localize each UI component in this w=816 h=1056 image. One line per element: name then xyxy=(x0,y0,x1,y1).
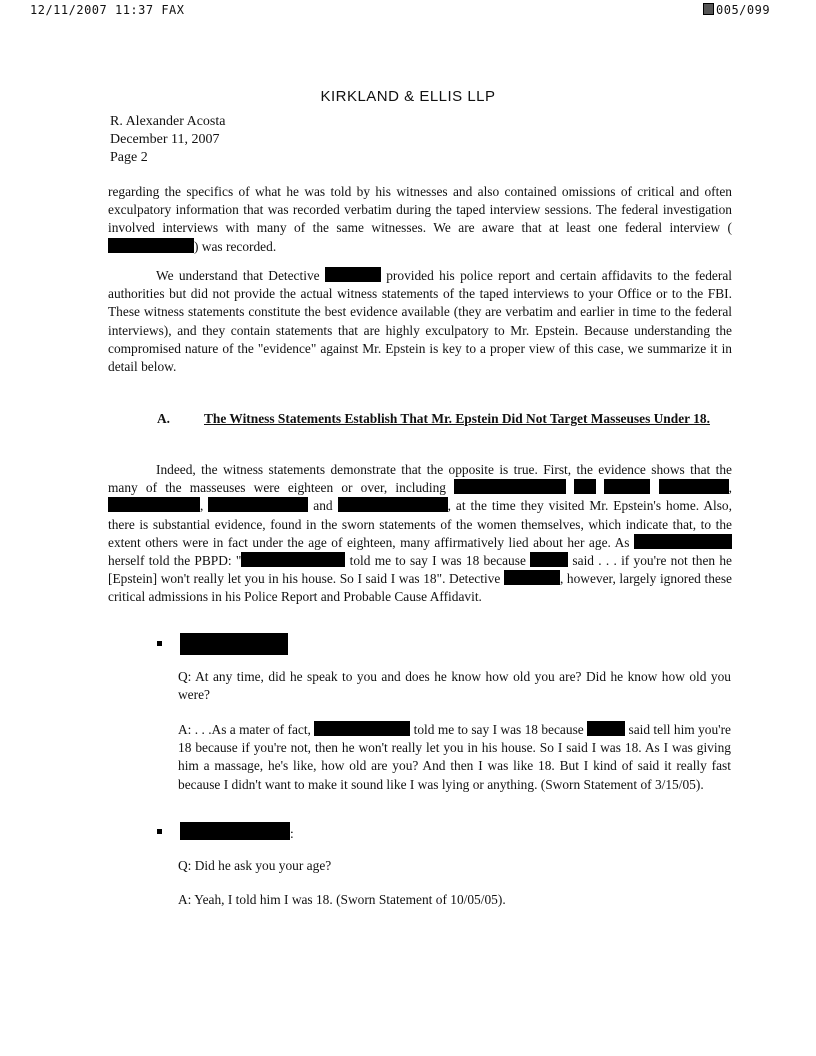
redaction-box xyxy=(634,534,732,549)
answer-2: A: Yeah, I told him I was 18. (Sworn Statement of 10/05/05). xyxy=(178,892,506,907)
redaction-box xyxy=(604,479,650,494)
paragraph-3-text-f: , however, largely ignored these critical admissions in his Police Report and Probable Cause Affidavit. xyxy=(108,571,732,605)
answer-1-mid: told me to say I was 18 because xyxy=(410,722,588,737)
redaction-box xyxy=(180,633,288,655)
redaction-box xyxy=(587,721,625,736)
letter-date: December 11, 2007 xyxy=(110,132,220,147)
bullet-marker xyxy=(157,641,162,646)
redaction-box xyxy=(314,721,410,736)
redaction-box xyxy=(208,497,308,512)
paragraph-3: Indeed, the witness statements demonstrate that the opposite is true. First, the evidence shows that the many of the masseuses were eighteen or over, including , , and , at the time they visited Mr. Epstein's home. Also, there is substantial evidence, found in the sworn statements of the women themselves, which indicate that, to the extent others were in fact under the age of eighteen, many affirmatively lied about her age. As herself told the PBPD: " told me to say I was 18 because said . . . if you're not then he [Epstein] won't really let you in his house. So I said I was 18". Detective , however, largely ignored these critical admissions in his Police Report and Probable Cause Affidavit. xyxy=(108,462,732,605)
redaction-box xyxy=(338,497,448,512)
paragraph-3-text-d: told me to say I was 18 because xyxy=(345,553,531,569)
question-1: Q: At any time, did he speak to you and does he know how old you are? Did he know how old you were? xyxy=(178,669,731,703)
fax-page-icon xyxy=(703,3,714,15)
paragraph-2 xyxy=(108,267,732,376)
redaction-box xyxy=(504,570,560,585)
question-2: Q: Did he ask you your age? xyxy=(178,858,332,873)
paragraph-2-text-end: provided his police report and certain affidavits to the federal authorities but did not provide the actual witness statements of the taped interviews to your Office or to the FBI. These witness statements constitute the best evidence available (they are verbatim and earlier in time to the federal interviews), and they contain statements that are highly exculpatory to Mr. Epstein. Because understanding the compromised nature of the "evidence" against Mr. Epstein is key to a proper view of this case, we summarize it in detail below. xyxy=(108,268,732,375)
recipient-name: R. Alexander Acosta xyxy=(110,114,226,129)
redaction-box xyxy=(108,497,200,512)
paragraph-1-text: regarding the specifics of what he was told by his witnesses and also contained omissions of critical and often exculpatory information that was recorded verbatim during the taped interview sessions. The federal investigation involved interviews with many of the same witnesses. We are aware that at least one federal interview ( xyxy=(108,184,732,236)
paragraph-1 xyxy=(108,183,732,256)
page-number: Page 2 xyxy=(110,150,148,165)
letter-header xyxy=(110,113,225,167)
paragraph-1-text-end: ) was recorded. xyxy=(194,238,277,254)
redaction-box xyxy=(108,238,194,253)
answer-1-rest: said tell him you're 18 because if you're not, then he won't really let you in his house. So I said I was 18. As I was giving him a massage, he's like, how old are you? And then I was like 18. But I kind of said it really fast because I didn't want to make it sound like I was lying or anything. (Sworn Statement of 3/15/05). xyxy=(178,722,731,792)
redaction-box xyxy=(530,552,568,567)
paragraph-2-text: We understand that Detective xyxy=(156,268,325,283)
redaction-box xyxy=(454,479,566,494)
redaction-box xyxy=(659,479,729,494)
section-letter: A. xyxy=(157,411,171,426)
answer-1-prefix: A: . . .As a mater of fact, xyxy=(178,722,315,737)
paragraph-3-text: Indeed, the witness statements demonstrate that the opposite is true. First, the evidence shows that the many of the masseuses were eighteen or over, including xyxy=(108,462,732,496)
redaction-box xyxy=(574,479,596,494)
fax-page-counter xyxy=(703,3,770,17)
paragraph-3-text-c: herself told the PBPD: " xyxy=(108,553,242,569)
bullet-2-label: : xyxy=(180,822,294,842)
fax-page-number: 005/099 xyxy=(716,3,771,17)
fax-timestamp: 12/11/2007 11:37 FAX xyxy=(30,3,185,17)
paragraph-3-text-b: , at the time they visited Mr. Epstein's home. Also, there is substantial evidence, found in the sworn statements of the women themselves, which indicate that, to the extent others were in fact under the age of eighteen, many affirmatively lied about her age. As xyxy=(108,498,732,550)
firm-name: KIRKLAND & ELLIS LLP xyxy=(320,88,496,105)
redaction-box xyxy=(180,822,290,840)
paragraph-3-text-e: said . . . if you're not then he [Epstein] won't really let you in his house. So I said I was 18". Detective xyxy=(108,553,732,587)
redaction-box xyxy=(325,267,381,282)
paragraph-3-and: and xyxy=(313,498,333,514)
bullet-marker xyxy=(157,829,162,834)
redaction-box xyxy=(241,552,345,567)
section-heading: The Witness Statements Establish That Mr. Epstein Did Not Target Masseuses Under 18. xyxy=(204,411,710,426)
answer-1 xyxy=(178,721,731,794)
